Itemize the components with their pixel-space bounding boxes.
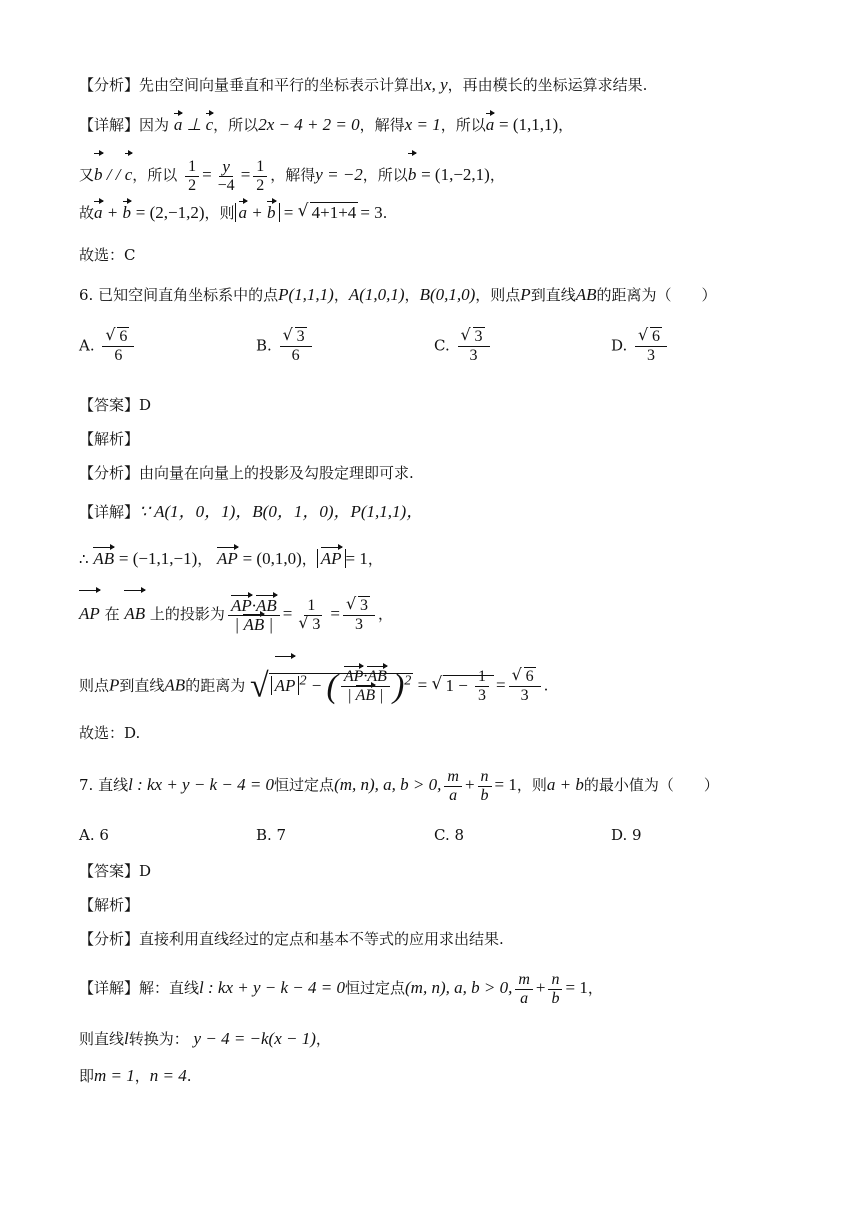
q6-option-b[interactable]	[256, 325, 315, 365]
math-abs: a + b	[235, 203, 280, 222]
text: ，解得	[270, 166, 316, 184]
math-vars: x, y	[424, 75, 448, 94]
math-eq: y − 4 = −k(x − 1)	[193, 1029, 316, 1048]
q6-explain	[79, 429, 139, 449]
text: 解：直线	[139, 979, 200, 997]
text: 到直线	[119, 676, 165, 695]
text: ，	[558, 116, 574, 134]
q5-choice	[79, 245, 135, 265]
analysis-tag: 【分析】	[79, 76, 140, 94]
q6-detail-line4: 则点P到直线AB的距离为 √ AP $^2$ − ( $\frac{AP\cdot AB}{| AB |}$ )$^2$ = √ 1 − $\frac{1}{3}$ = √ 6 3 .	[79, 652, 548, 714]
option-label: D.	[611, 336, 628, 355]
math-eq: = (0,1,0)	[242, 549, 302, 568]
explain-tag: 【解析】	[79, 896, 140, 914]
option-label: A. 6	[79, 826, 109, 844]
text: 则点	[79, 676, 110, 695]
q5-detail-line3: 故a + b = (2,−1,2)，则 a + b = √ 4+1+4 = 3.	[79, 201, 388, 222]
fraction: $\frac{m}{a}$	[444, 768, 462, 805]
q6-analysis	[79, 463, 414, 483]
q6-detail-line1	[79, 502, 423, 522]
math-eq: = 3	[360, 203, 383, 222]
text: ，所以	[213, 116, 259, 134]
text: 则直线	[79, 1030, 125, 1048]
q6-detail-line2: ∴ AB = (−1,1,−1)， AP = (0,1,0)， AP = 1，	[79, 549, 383, 568]
option-label: C.	[434, 336, 450, 355]
q6-choice	[79, 723, 140, 743]
math-eq: (m, n), a, b > 0,	[405, 978, 513, 997]
q6-answer	[79, 395, 151, 415]
option-label: D. 9	[611, 826, 642, 844]
option-label: A.	[79, 336, 95, 355]
option-label: B. 7	[256, 826, 287, 844]
math-eq: a + b	[546, 775, 584, 794]
text: ∴	[79, 550, 89, 568]
question-text: 的最小值为（ ）	[583, 776, 719, 794]
analysis-tag: 【分析】	[79, 930, 140, 948]
text: ，所以	[440, 116, 486, 134]
math-eq: = (1,1,1)	[499, 115, 559, 134]
math-vec-b: b	[408, 165, 417, 184]
point-p: P(1,1,1)	[278, 285, 334, 304]
math-sum: a + b	[94, 203, 131, 222]
analysis-tag: 【分析】	[79, 464, 140, 482]
explain-tag: 【解析】	[79, 430, 140, 448]
q5-detail-line1	[79, 115, 573, 135]
question-text: 恒过定点	[274, 776, 335, 794]
q7-option-c[interactable]	[434, 826, 464, 844]
point-b: B(0,1,0)	[419, 285, 476, 304]
q7-option-a[interactable]	[79, 826, 109, 844]
math-vec-a: a	[485, 115, 495, 134]
text: ，	[489, 166, 505, 184]
text: 转换为：	[128, 1030, 189, 1048]
question-text: 到直线	[530, 286, 576, 304]
q5-detail-line2: 又b / / c，所以 $\frac{1}{2}$ = $\frac{y}{-4}$ = $\frac{1}{2}$ ，解得y = −2，所以b = (1,−2,1)，	[79, 156, 505, 194]
question-text: ，则点	[475, 286, 521, 304]
math-eq: = 1	[345, 549, 368, 568]
math-eq: m = 1	[94, 1066, 135, 1085]
text: ，所以	[132, 166, 178, 184]
analysis-text: 由向量在向量上的投影及勾股定理即可求.	[139, 464, 414, 482]
answer-tag: 【答案】	[79, 862, 140, 880]
q6-detail-line3: AP 在 AB 上的投影为 $\frac{AP\cdot AB}{| AB |}$ = 1 √ 3 = √ 3 3 ，	[79, 592, 393, 636]
analysis-text: 直接利用直线经过的定点和基本不等式的应用求出结果.	[139, 930, 504, 948]
point-a: A(1,0,1)	[348, 285, 405, 304]
answer-value: D	[139, 396, 152, 414]
text: 故	[79, 204, 95, 222]
text: 在	[104, 605, 120, 623]
q7-answer	[79, 861, 151, 881]
answer-tag: 【答案】	[79, 396, 140, 414]
text: 上的投影为	[149, 605, 225, 623]
question-text: 的距离为（ ）	[596, 286, 717, 304]
math-eq: ∵ A(1，0，1)，B(0，1，0)，P(1,1,1)，	[139, 502, 424, 521]
math-eq: = (1,−2,1)	[421, 165, 490, 184]
fraction: $\frac{1}{2}$	[253, 158, 267, 195]
text: 的距离为	[185, 676, 246, 695]
math-perp: a ⊥ c	[173, 115, 214, 134]
math-eq: x = 1	[404, 115, 441, 134]
math-eq: y = −2	[315, 165, 363, 184]
text: .	[382, 204, 388, 222]
q6-option-c[interactable]	[434, 325, 493, 365]
text: ，所以	[362, 166, 408, 184]
q7-option-d[interactable]	[611, 826, 642, 844]
text: ，则	[204, 204, 235, 222]
math-eq: = (2,−1,2)	[135, 203, 205, 222]
q7-detail-line2: 则直线l转换为： y − 4 = −k(x − 1)，	[79, 1029, 331, 1048]
analysis-text: 先由空间向量垂直和平行的坐标表示计算出	[139, 76, 425, 94]
text: 又	[79, 166, 95, 184]
fraction: √ 6 3	[635, 328, 667, 365]
fraction: √ 3 3	[343, 597, 375, 634]
math-eq: (m, n), a, b > 0,	[334, 775, 442, 794]
math-eq: n = 4	[149, 1066, 187, 1085]
fraction: √ 6 6	[102, 328, 134, 365]
detail-tag: 【详解】	[79, 979, 140, 997]
choice-text: 故选：C	[79, 246, 136, 264]
math-eq: = (−1,1,−1)	[118, 549, 198, 568]
fraction: $\frac{AP\cdot AB}{| AB |}$	[228, 597, 280, 634]
q5-analysis	[79, 75, 647, 95]
choice-text: 故选：D.	[79, 724, 141, 742]
q6-option-a[interactable]	[79, 325, 137, 365]
fraction: $\frac{y}{-4}$	[217, 156, 235, 194]
text: ，解得	[359, 116, 405, 134]
question-text: 6. 已知空间直角坐标系中的点	[79, 286, 279, 304]
q7-detail-line3: 即m = 1，n = 4.	[79, 1066, 192, 1085]
math-eq: l : kx + y − k − 4 = 0	[199, 978, 345, 997]
math-parallel: b / / c	[94, 165, 132, 184]
sqrt: √ 4+1+4	[297, 201, 357, 222]
q7-explain	[79, 895, 139, 915]
math-eq: l : kx + y − k − 4 = 0	[128, 775, 275, 794]
fraction: 1 √ 3	[298, 596, 321, 633]
q7-analysis	[79, 929, 504, 949]
detail-tag: 【详解】	[79, 503, 140, 521]
text: 恒过定点	[344, 979, 405, 997]
fraction: $\frac{n}{b}$	[478, 768, 492, 805]
question-text: ，则	[516, 776, 547, 794]
text: 即	[79, 1067, 95, 1085]
fraction: √ 3 6	[280, 328, 312, 365]
q6-option-d[interactable]	[611, 325, 670, 365]
q6-stem: 6. 已知空间直角坐标系中的点P(1,1,1)，A(1,0,1)，B(0,1,0)，则点P到直线AB的距离为（ ）	[79, 285, 717, 304]
answer-value: D	[139, 862, 152, 880]
detail-tag: 【详解】	[79, 116, 140, 134]
option-label: B.	[256, 336, 272, 355]
fraction: $\frac{1}{2}$	[185, 158, 199, 195]
q7-stem: 7. 直线l : kx + y − k − 4 = 0恒过定点(m, n), a, b > 0, $\frac{m}{a}$ + $\frac{n}{b}$ = 1，则a + b的最小值为（ ）	[79, 767, 719, 804]
math-eq: 2x − 4 + 2 = 0	[258, 115, 360, 134]
q7-detail-line1: 【详解】解：直线l : kx + y − k − 4 = 0恒过定点(m, n), a, b > 0, $\frac{m}{a}$ + $\frac{n}{b}$ = 1，	[79, 970, 603, 1007]
question-text: 7. 直线	[79, 776, 129, 794]
option-label: C. 8	[434, 826, 465, 844]
q7-option-b[interactable]	[256, 826, 286, 844]
text: 因为	[139, 116, 170, 134]
fraction: √ 3 3	[458, 328, 490, 365]
analysis-text: ，再由模长的坐标运算求结果.	[447, 76, 648, 94]
